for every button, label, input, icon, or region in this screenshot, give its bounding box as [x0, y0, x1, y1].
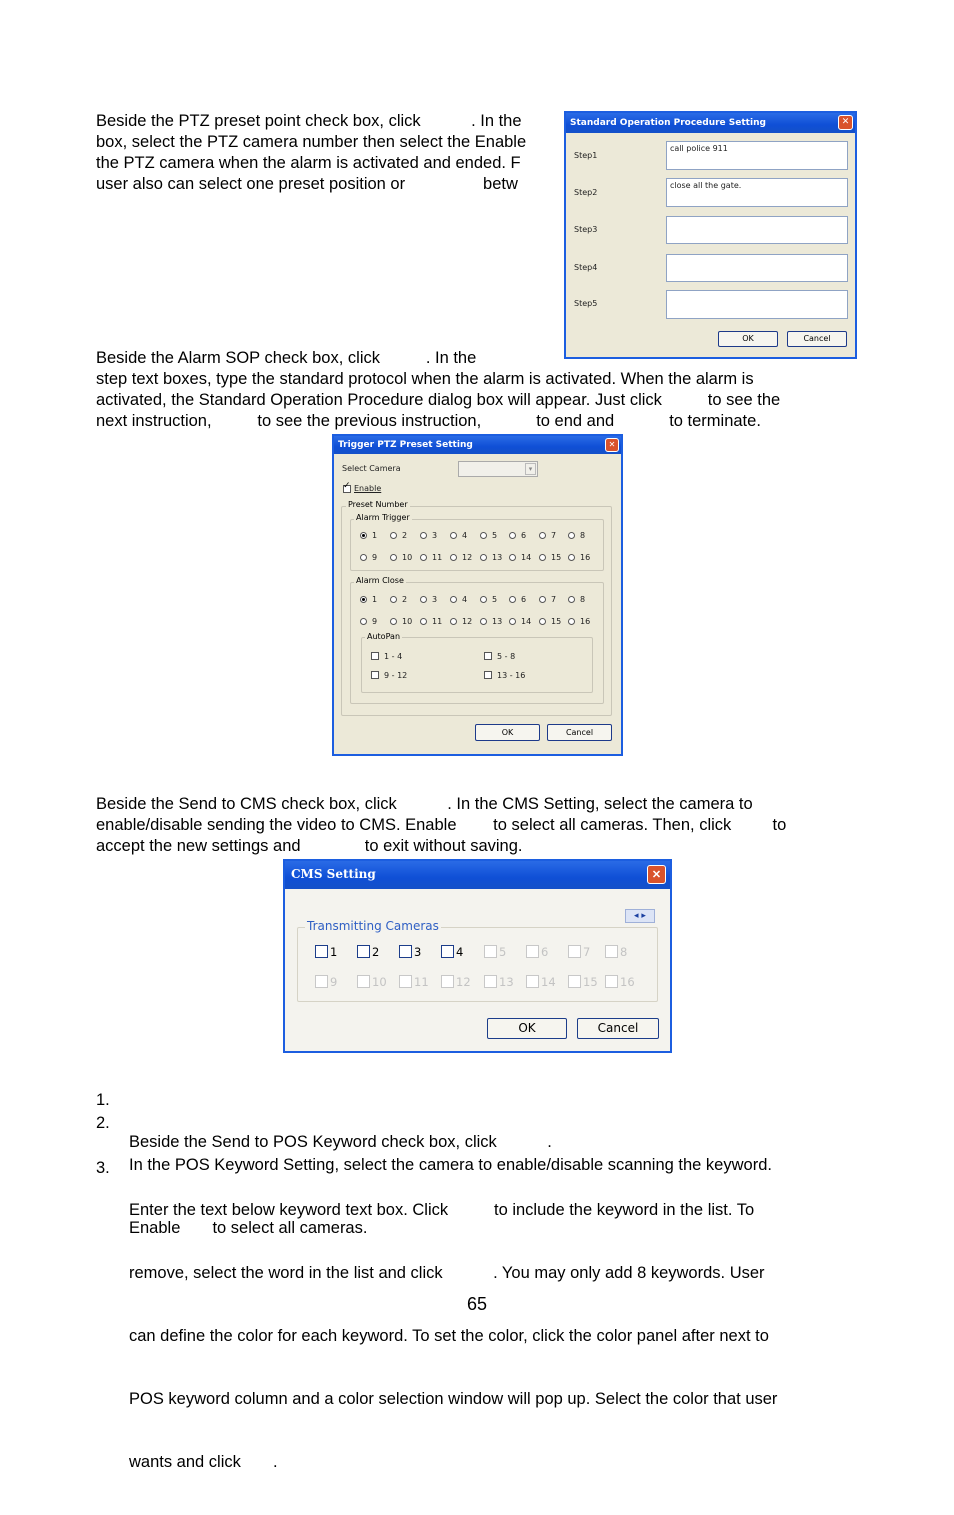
camera-checkbox[interactable]: [441, 945, 454, 958]
close-icon[interactable]: ✕: [647, 865, 666, 884]
alarm-trigger-radio[interactable]: [509, 532, 516, 539]
page-number: 65: [466, 1294, 488, 1314]
alarm-trigger-radio[interactable]: [390, 554, 397, 561]
camera-label: 15: [583, 975, 598, 989]
step5-label: Step5: [574, 299, 598, 308]
alarm-trigger-radio[interactable]: [568, 554, 575, 561]
alarm-trigger-option-label: 15: [551, 553, 562, 562]
alarm-close-radio[interactable]: [420, 596, 427, 603]
alarm-close-radio[interactable]: [568, 596, 575, 603]
camera-label: 13: [499, 975, 514, 989]
list-number: 2.: [96, 1114, 110, 1132]
close-icon[interactable]: ✕: [605, 438, 619, 452]
select-camera-dropdown[interactable]: [458, 461, 538, 477]
alarm-close-option-label: 5: [492, 595, 498, 604]
step2-label: Step2: [574, 188, 598, 197]
alarm-close-option-label: 12: [462, 617, 473, 626]
alarm-close-radio[interactable]: [480, 618, 487, 625]
alarm-trigger-option-label: 2: [402, 531, 408, 540]
alarm-close-option-label: 7: [551, 595, 557, 604]
camera-checkbox[interactable]: [399, 945, 412, 958]
alarm-trigger-radio[interactable]: [450, 554, 457, 561]
alarm-trigger-radio[interactable]: [480, 554, 487, 561]
camera-checkbox[interactable]: [441, 975, 454, 988]
ok-button[interactable]: OK: [718, 331, 778, 347]
text-line: Enter the text below keyword text box. Click to include the keyword in the list. To: [129, 1201, 755, 1219]
paragraph-ptz-preset: [96, 111, 526, 195]
alarm-close-radio[interactable]: [539, 618, 546, 625]
alarm-close-radio[interactable]: [360, 596, 367, 603]
text-line: the PTZ camera when the alarm is activated and ended. F: [96, 154, 521, 172]
close-icon[interactable]: ✕: [838, 115, 853, 130]
text-line: Beside the Alarm SOP check box, click . In the: [96, 349, 477, 367]
paragraph-alarm-sop: [96, 348, 780, 432]
camera-label: 5: [499, 945, 507, 959]
alarm-close-option-label: 6: [521, 595, 527, 604]
alarm-trigger-radio[interactable]: [420, 532, 427, 539]
alarm-close-option-label: 10: [402, 617, 413, 626]
cms-dialog: [283, 859, 672, 1053]
step1-input[interactable]: call police 911: [666, 141, 848, 170]
alarm-trigger-radio[interactable]: [360, 554, 367, 561]
cancel-button[interactable]: Cancel: [787, 331, 847, 347]
text-line: remove, select the word in the list and click . You may only add 8 keywords. User: [129, 1264, 765, 1282]
alarm-close-option-label: 16: [580, 617, 591, 626]
text-line: Enable to select all cameras.: [129, 1219, 368, 1237]
alarm-trigger-option-label: 12: [462, 553, 473, 562]
alarm-trigger-option-label: 5: [492, 531, 498, 540]
autopan-title: AutoPan: [367, 632, 401, 641]
alarm-close-option-label: 1: [372, 595, 378, 604]
camera-checkbox[interactable]: [357, 975, 370, 988]
step2-input[interactable]: close all the gate.: [666, 178, 848, 207]
list-text: [129, 1158, 777, 1515]
ptz-titlebar: [334, 436, 621, 454]
alarm-close-radio[interactable]: [390, 618, 397, 625]
alarm-trigger-option-label: 13: [492, 553, 503, 562]
alarm-close-radio[interactable]: [480, 596, 487, 603]
camera-label: 9: [330, 975, 338, 989]
ok-button[interactable]: OK: [475, 724, 540, 741]
cancel-button[interactable]: Cancel: [577, 1018, 659, 1039]
camera-label: 12: [456, 975, 471, 989]
chevron-down-icon: ▾: [525, 463, 536, 475]
autopan-checkbox[interactable]: [484, 652, 492, 660]
step5-input[interactable]: [666, 290, 848, 319]
alarm-trigger-option-label: 3: [432, 531, 438, 540]
alarm-close-radio[interactable]: [509, 596, 516, 603]
page-arrows[interactable]: ◂ ▸: [625, 909, 655, 923]
cms-titlebar: [285, 861, 670, 889]
camera-checkbox[interactable]: [526, 945, 539, 958]
text-line: wants and click .: [129, 1453, 278, 1471]
step1-label: Step1: [574, 151, 598, 160]
camera-label: 16: [620, 975, 635, 989]
camera-checkbox[interactable]: [315, 975, 328, 988]
preset-number-title: Preset Number: [348, 500, 408, 509]
step3-label: Step3: [574, 225, 598, 234]
alarm-trigger-radio[interactable]: [509, 554, 516, 561]
ptz-title: Trigger PTZ Preset Setting: [338, 440, 473, 450]
autopan-checkbox[interactable]: [371, 652, 379, 660]
text-line: Beside the Send to POS Keyword check box, click .: [129, 1133, 552, 1151]
autopan-group: [361, 637, 593, 693]
sop-dialog: [564, 111, 857, 359]
alarm-close-option-label: 9: [372, 617, 378, 626]
text-line: user also can select one preset position or betw: [96, 175, 518, 193]
alarm-trigger-option-label: 9: [372, 553, 378, 562]
enable-checkbox[interactable]: [343, 485, 351, 493]
list-number: 1.: [96, 1091, 110, 1109]
camera-checkbox[interactable]: [526, 975, 539, 988]
alarm-trigger-radio[interactable]: [450, 532, 457, 539]
autopan-label: 9 - 12: [384, 671, 408, 680]
camera-checkbox[interactable]: [568, 975, 581, 988]
camera-checkbox[interactable]: [484, 945, 497, 958]
cms-title: CMS Setting: [291, 867, 376, 881]
alarm-trigger-option-label: 11: [432, 553, 443, 562]
alarm-close-option-label: 11: [432, 617, 443, 626]
alarm-trigger-option-label: 4: [462, 531, 468, 540]
camera-checkbox[interactable]: [315, 945, 328, 958]
alarm-trigger-option-label: 1: [372, 531, 378, 540]
alarm-close-option-label: 14: [521, 617, 532, 626]
camera-checkbox[interactable]: [357, 945, 370, 958]
camera-label: 4: [456, 945, 464, 959]
alarm-trigger-option-label: 10: [402, 553, 413, 562]
enable-label: Enable: [354, 484, 382, 493]
transmitting-cameras-title: Transmitting Cameras: [307, 919, 439, 933]
alarm-close-radio[interactable]: [420, 618, 427, 625]
sop-title: Standard Operation Procedure Setting: [570, 118, 766, 128]
camera-label: 3: [414, 945, 422, 959]
text-line: enable/disable sending the video to CMS. Enable to select all cameras. Then, click to: [96, 816, 787, 834]
alarm-close-option-label: 3: [432, 595, 438, 604]
text-line: can define the color for each keyword. To set the color, click the color panel after next to: [129, 1327, 769, 1345]
step4-label: Step4: [574, 263, 598, 272]
alarm-trigger-radio[interactable]: [539, 532, 546, 539]
camera-label: 7: [583, 945, 591, 959]
alarm-close-title: Alarm Close: [356, 576, 404, 585]
alarm-close-radio[interactable]: [509, 618, 516, 625]
text-line: Beside the Send to CMS check box, click . In the CMS Setting, select the camera to: [96, 795, 753, 813]
alarm-trigger-radio[interactable]: [420, 554, 427, 561]
alarm-trigger-radio[interactable]: [539, 554, 546, 561]
autopan-checkbox[interactable]: [484, 671, 492, 679]
alarm-trigger-option-label: 6: [521, 531, 527, 540]
select-camera-label: Select Camera: [342, 464, 401, 473]
text-line: box, select the PTZ camera number then select the Enable: [96, 133, 527, 151]
alarm-trigger-radio[interactable]: [390, 532, 397, 539]
alarm-trigger-radio[interactable]: [360, 532, 367, 539]
camera-checkbox[interactable]: [484, 975, 497, 988]
alarm-close-option-label: 8: [580, 595, 586, 604]
step3-input[interactable]: [666, 216, 848, 244]
camera-checkbox[interactable]: [605, 975, 618, 988]
alarm-trigger-option-label: 16: [580, 553, 591, 562]
alarm-close-radio[interactable]: [360, 618, 367, 625]
ok-button[interactable]: OK: [487, 1018, 567, 1039]
camera-label: 1: [330, 945, 338, 959]
text-line: POS keyword column and a color selection window will pop up. Select the color that user: [129, 1390, 778, 1408]
text-line: accept the new settings and to exit without saving.: [96, 837, 523, 855]
text-line: Beside the PTZ preset point check box, click . In the: [96, 112, 522, 130]
alarm-trigger-group: [350, 519, 604, 571]
cancel-button[interactable]: Cancel: [547, 724, 612, 741]
camera-label: 6: [541, 945, 549, 959]
alarm-close-radio[interactable]: [450, 618, 457, 625]
alarm-close-option-label: 13: [492, 617, 503, 626]
alarm-trigger-option-label: 7: [551, 531, 557, 540]
camera-label: 2: [372, 945, 380, 959]
alarm-trigger-radio[interactable]: [568, 532, 575, 539]
alarm-close-radio[interactable]: [450, 596, 457, 603]
autopan-checkbox[interactable]: [371, 671, 379, 679]
autopan-label: 13 - 16: [497, 671, 526, 680]
alarm-trigger-option-label: 14: [521, 553, 532, 562]
alarm-close-option-label: 4: [462, 595, 468, 604]
autopan-label: 1 - 4: [384, 652, 403, 661]
text-line: activated, the Standard Operation Procedure dialog box will appear. Just click to see the: [96, 391, 781, 409]
text-line: step text boxes, type the standard protocol when the alarm is activated. When the alarm is: [96, 370, 754, 388]
list-number: 3.: [96, 1159, 110, 1177]
alarm-close-option-label: 2: [402, 595, 408, 604]
sop-titlebar: [566, 113, 855, 133]
ptz-dialog: [332, 434, 623, 756]
alarm-close-radio[interactable]: [390, 596, 397, 603]
camera-label: 14: [541, 975, 556, 989]
camera-checkbox[interactable]: [399, 975, 412, 988]
transmitting-cameras-group: [297, 927, 658, 1002]
alarm-trigger-title: Alarm Trigger: [356, 513, 410, 522]
alarm-close-radio[interactable]: [539, 596, 546, 603]
camera-label: 8: [620, 945, 628, 959]
camera-checkbox[interactable]: [605, 945, 618, 958]
step4-input[interactable]: [666, 254, 848, 282]
camera-label: 10: [372, 975, 387, 989]
alarm-close-radio[interactable]: [568, 618, 575, 625]
text-line: In the POS Keyword Setting, select the camera to enable/disable scanning the keyword.: [129, 1156, 772, 1174]
text-line: next instruction, to see the previous instruction, to end and to terminate.: [96, 412, 761, 430]
paragraph-send-cms: [96, 794, 786, 857]
alarm-close-option-label: 15: [551, 617, 562, 626]
camera-checkbox[interactable]: [568, 945, 581, 958]
camera-label: 11: [414, 975, 429, 989]
autopan-label: 5 - 8: [497, 652, 516, 661]
alarm-trigger-radio[interactable]: [480, 532, 487, 539]
alarm-trigger-option-label: 8: [580, 531, 586, 540]
